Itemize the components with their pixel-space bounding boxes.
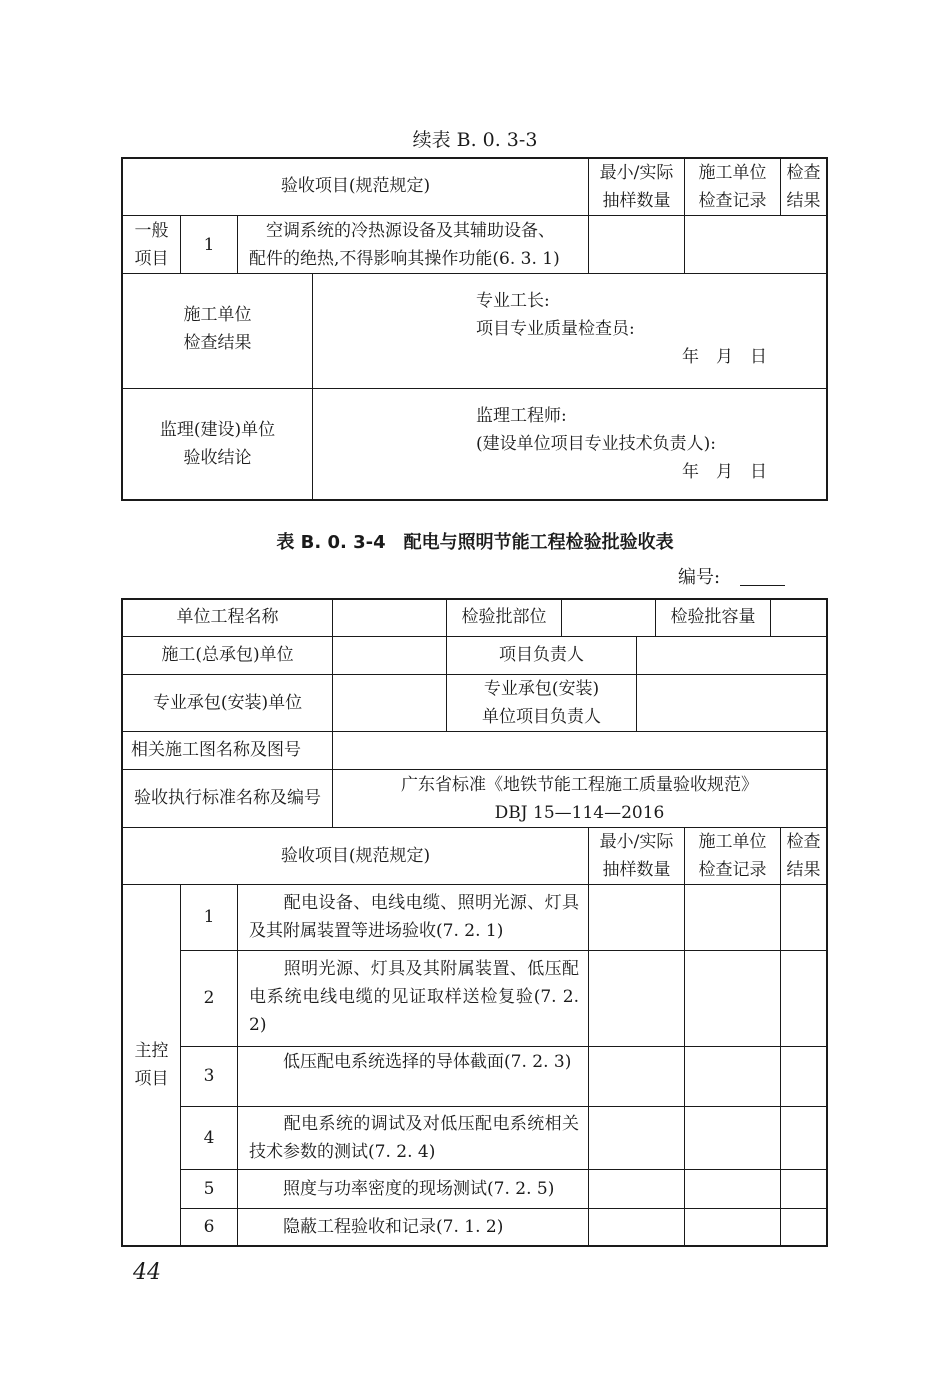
table1-header-record-2: 检查记录 — [698, 191, 767, 211]
main-item-text: 配电设备、电线电缆、照明光源、灯具及其附属装置等进场验收(7. 2. 1) — [249, 893, 579, 941]
supervision-label-2: 验收结论 — [183, 448, 252, 468]
table2-header-result-2: 结果 — [786, 860, 821, 880]
supervising-engineer-label: 监理工程师: — [476, 406, 567, 426]
table1-caption: 续表 B. 0. 3-3 — [412, 129, 538, 151]
sub-manager-label-1: 专业承包(安装) — [483, 679, 600, 699]
table2-header-item: 验收项目(规范规定) — [280, 846, 431, 866]
table2-header-record-1: 施工单位 — [698, 832, 767, 852]
owner-technical-lead-label: (建设单位项目专业技术负责人): — [476, 434, 716, 454]
table1-header-sample-1: 最小/实际 — [599, 163, 674, 183]
main-item-text: 隐蔽工程验收和记录(7. 1. 2) — [249, 1217, 504, 1237]
table1-header-result-2: 结果 — [786, 191, 821, 211]
inspection-batch-capacity-label: 检验批容量 — [670, 607, 756, 627]
table2-header-sample-1: 最小/实际 — [599, 832, 674, 852]
main-item-number: 2 — [203, 988, 215, 1008]
table1-header-record-1: 施工单位 — [698, 163, 767, 183]
standard-code: DBJ 15—114—2016 — [494, 803, 665, 823]
main-item-text: 照度与功率密度的现场测试(7. 2. 5) — [249, 1179, 555, 1199]
general-label-1: 一般 — [134, 221, 169, 241]
general-contractor-label: 施工(总承包)单位 — [161, 645, 294, 665]
construction-result-label-2: 检查结果 — [183, 333, 252, 353]
supervision-date: 年 月 日 — [682, 462, 767, 482]
serial-number-blank — [740, 585, 785, 586]
table1-header-sample-2: 抽样数量 — [602, 191, 671, 211]
main-item-number: 3 — [203, 1066, 215, 1086]
general-item-text-2: 配件的绝热,不得影响其操作功能(6. 3. 1) — [249, 249, 560, 269]
standard-name: 广东省标准《地铁节能工程施工质量验收规范》 — [401, 775, 758, 795]
main-item-number: 5 — [203, 1179, 215, 1199]
main-item-text: 低压配电系统选择的导体截面(7. 2. 3) — [249, 1052, 572, 1072]
supervision-label-1: 监理(建设)单位 — [159, 420, 276, 440]
page-number: 44 — [133, 1260, 161, 1285]
table1-header-item: 验收项目(规范规定) — [280, 176, 431, 196]
table2-header-sample-2: 抽样数量 — [602, 860, 671, 880]
sub-manager-label-2: 单位项目负责人 — [482, 707, 601, 727]
table2-header-result-1: 检查 — [786, 832, 821, 852]
main-item-number: 4 — [203, 1128, 215, 1148]
main-control-label-1: 主控 — [134, 1041, 169, 1061]
construction-result-label-1: 施工单位 — [183, 305, 252, 325]
general-item-text-1: 空调系统的冷热源设备及其辅助设备、 — [266, 221, 555, 241]
main-item-text: 照明光源、灯具及其附属装置、低压配电系统电线电缆的见证取样送检复验(7. 2. 2) — [249, 959, 579, 1035]
construction-date: 年 月 日 — [682, 347, 767, 367]
project-manager-label: 项目负责人 — [499, 645, 584, 665]
subcontractor-label: 专业承包(安装)单位 — [152, 693, 303, 713]
quality-inspector-label: 项目专业质量检查员: — [476, 319, 635, 339]
foreman-label: 专业工长: — [476, 291, 550, 311]
general-item-number: 1 — [203, 235, 215, 255]
table2-header-record-2: 检查记录 — [698, 860, 767, 880]
general-label-2: 项目 — [134, 249, 169, 269]
main-item-number: 6 — [203, 1217, 215, 1237]
unit-project-name-label: 单位工程名称 — [176, 607, 279, 627]
main-item-number: 1 — [203, 907, 215, 927]
table2-caption: 表 B. 0. 3-4 配电与照明节能工程检验批验收表 — [276, 532, 674, 553]
main-item-text: 配电系统的调试及对低压配电系统相关技术参数的测试(7. 2. 4) — [249, 1114, 579, 1162]
table1-header-result-1: 检查 — [786, 163, 821, 183]
standard-label: 验收执行标准名称及编号 — [134, 788, 321, 808]
inspection-batch-location-label: 检验批部位 — [461, 607, 547, 627]
drawing-name-label: 相关施工图名称及图号 — [131, 740, 301, 760]
serial-number-label: 编号: — [678, 567, 721, 588]
main-control-label-2: 项目 — [134, 1069, 169, 1089]
